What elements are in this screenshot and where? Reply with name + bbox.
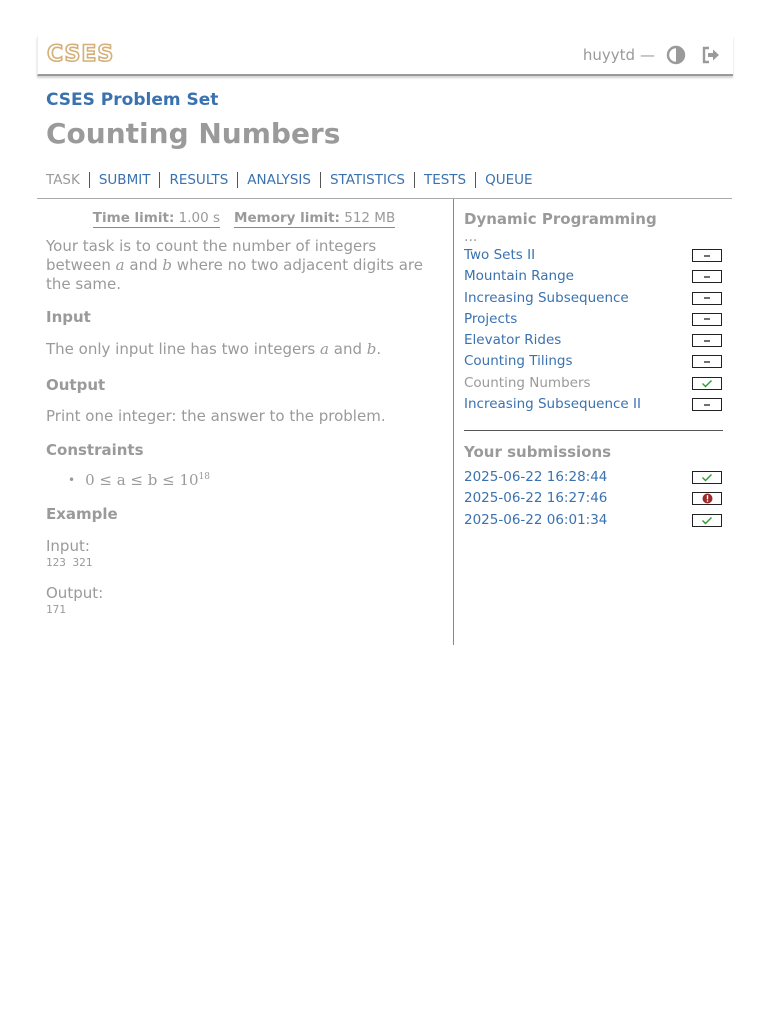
status-none-icon <box>692 355 722 368</box>
example-output-label: Output: <box>46 584 104 602</box>
problem-link-mountain-range[interactable]: Mountain Range <box>464 268 574 285</box>
problem-statement <box>46 199 442 616</box>
list-item <box>464 265 724 286</box>
submission-link[interactable]: 2025-06-22 16:28:44 <box>464 469 608 485</box>
contrast-icon[interactable] <box>666 45 686 65</box>
nav-separator <box>320 172 321 188</box>
list-item <box>464 487 724 508</box>
example-heading: Example <box>46 505 118 523</box>
tab-statistics[interactable]: STATISTICS <box>329 172 405 188</box>
nav-separator <box>159 172 160 188</box>
list-item <box>464 466 724 487</box>
problem-list <box>464 244 724 414</box>
submission-link[interactable]: 2025-06-22 06:01:34 <box>464 511 608 528</box>
status-none-icon <box>692 292 722 305</box>
example-input-label: Input: <box>46 537 90 555</box>
user-separator: — <box>640 46 655 64</box>
cses-logo[interactable]: CSES <box>47 42 115 67</box>
sidebar-section-title: Dynamic Programming <box>464 210 657 228</box>
problem-link-counting-tilings[interactable]: Counting Tilings <box>464 353 573 370</box>
nav-separator <box>475 172 476 188</box>
tab-submit[interactable]: SUBMIT <box>98 172 151 188</box>
problem-description: Your task is to count the number of integers between a and b where no two adjacent digits are the same. <box>46 237 423 293</box>
current-problem-label: Counting Numbers <box>464 374 591 391</box>
list-item <box>464 393 724 414</box>
user-box <box>583 44 721 66</box>
column-divider <box>453 199 454 645</box>
list-item <box>464 287 724 308</box>
limits-bar <box>46 210 442 228</box>
memory-limit: Memory limit: 512 MB <box>234 210 396 226</box>
status-none-icon <box>692 398 722 411</box>
tab-queue[interactable]: QUEUE <box>485 172 533 188</box>
nav-separator <box>414 172 415 188</box>
sidebar-divider <box>464 430 723 431</box>
accepted-check-icon <box>692 377 722 390</box>
nav-separator <box>237 172 238 188</box>
status-none-icon <box>692 249 722 262</box>
logout-icon[interactable] <box>701 45 721 65</box>
submission-link[interactable]: 2025-06-22 16:27:46 <box>464 490 608 507</box>
nav-separator <box>89 172 90 188</box>
accepted-check-icon <box>692 514 722 527</box>
output-description: Print one integer: the answer to the problem. <box>46 407 386 425</box>
submissions-title: Your submissions <box>464 443 612 461</box>
list-item <box>464 244 724 265</box>
tab-results[interactable]: RESULTS <box>169 172 229 188</box>
constraints-heading: Constraints <box>46 441 144 459</box>
example-output: 171 <box>46 603 66 616</box>
status-none-icon <box>692 334 722 347</box>
accepted-check-icon <box>692 471 722 484</box>
problem-link-increasing-subsequence-ii[interactable]: Increasing Subsequence II <box>464 396 641 413</box>
problem-link-increasing-subsequence[interactable]: Increasing Subsequence <box>464 289 629 306</box>
list-item <box>464 350 724 371</box>
tab-analysis[interactable]: ANALYSIS <box>247 172 311 188</box>
username-link[interactable]: huyytd <box>582 46 635 64</box>
problem-link-two-sets-ii[interactable]: Two Sets II <box>464 247 536 263</box>
list-item <box>464 509 724 530</box>
page-title: Counting Numbers <box>46 117 341 150</box>
status-none-icon <box>692 313 722 326</box>
problem-link-projects[interactable]: Projects <box>464 310 518 327</box>
output-heading: Output <box>46 376 106 394</box>
list-item <box>464 308 724 329</box>
constraint-formula: $0 \le a \le b \le 10^{18}$ <box>85 471 211 489</box>
constraint-item: • $0 \le a \le b \le 10^{18}$ <box>68 471 211 489</box>
list-item <box>464 329 724 350</box>
tab-task[interactable]: TASK <box>46 172 80 188</box>
status-none-icon <box>692 270 722 283</box>
input-heading: Input <box>46 308 91 326</box>
list-item <box>464 372 724 393</box>
problem-link-elevator-rides[interactable]: Elevator Rides <box>464 332 562 349</box>
sidebar <box>464 199 724 528</box>
input-description: The only input line has two integers a and b. <box>46 340 382 358</box>
submission-list <box>464 466 724 530</box>
error-icon <box>692 492 722 505</box>
time-limit: Time limit: 1.00 s <box>92 210 221 226</box>
breadcrumb-problem-set[interactable]: CSES Problem Set <box>46 90 219 110</box>
example-input: 123 321 <box>46 556 93 569</box>
top-header <box>37 36 733 76</box>
task-nav <box>46 172 533 188</box>
sidebar-ellipsis: ... <box>464 229 478 245</box>
tab-tests[interactable]: TESTS <box>423 172 467 188</box>
